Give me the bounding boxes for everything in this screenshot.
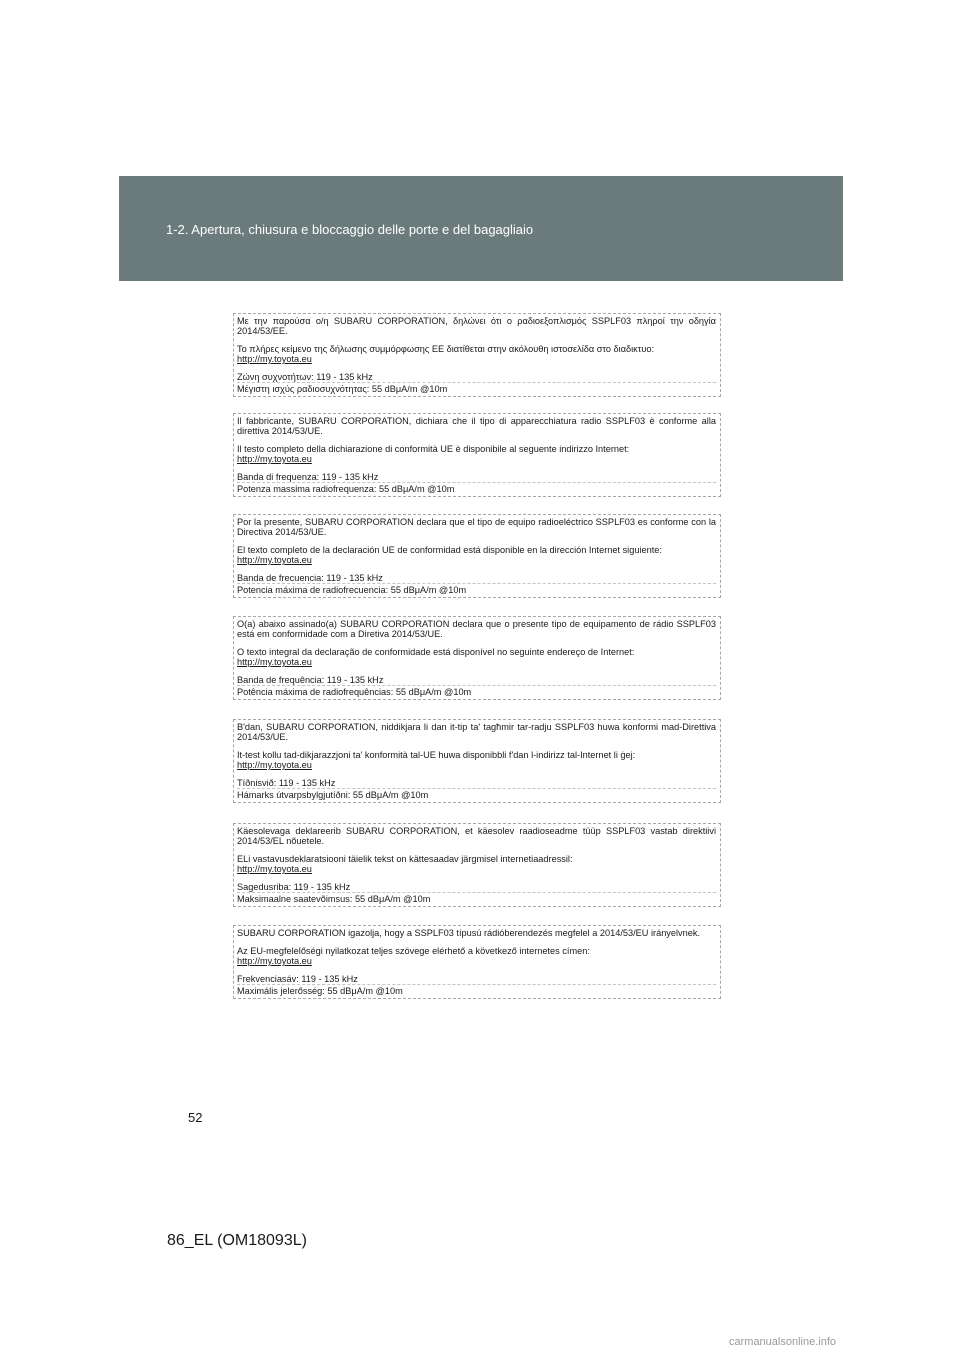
max-power: Potencia máxima de radiofrecuencia: 55 dBμA/m @10m bbox=[237, 583, 716, 595]
max-power: Hámarks útvarpsbylgjutíðni: 55 dBμA/m @10m bbox=[237, 788, 716, 800]
declaration-box-estonian bbox=[233, 823, 721, 907]
declaration-url-link[interactable]: http://my.toyota.eu bbox=[237, 354, 312, 364]
max-power: Potência máxima de radiofrequências: 55 dBμA/m @10m bbox=[237, 685, 716, 697]
declaration-url-text: O texto integral da declaração de conformidade está disponível no seguinte endereço de Internet: bbox=[237, 647, 635, 657]
declaration-url-link[interactable]: http://my.toyota.eu bbox=[237, 956, 312, 966]
declaration-statement: Il fabbricante, SUBARU CORPORATION, dichiara che il tipo di apparecchiatura radio SSPLF03 è conforme alla direttiva 2014/53/UE. bbox=[237, 416, 716, 436]
declaration-url-link[interactable]: http://my.toyota.eu bbox=[237, 454, 312, 464]
declaration-statement: O(a) abaixo assinado(a) SUBARU CORPORATION declara que o presente tipo de equipamento de rádio SSPLF03 está em conformidade com a Diretiva 2014/53/UE. bbox=[237, 619, 716, 639]
declaration-url-text: Το πλήρες κείμενο της δήλωσης συμμόρφωσης ΕΕ διατίθεται στην ακόλουθη ιστοσελίδα στο διαδικτυο: bbox=[237, 344, 655, 354]
declaration-statement: SUBARU CORPORATION igazolja, hogy a SSPLF03 típusú rádióberendezés megfelel a 2014/53/EU irányelvnek. bbox=[237, 928, 701, 938]
declaration-url-link[interactable]: http://my.toyota.eu bbox=[237, 864, 312, 874]
max-power: Μέγιστη ισχύς ραδιοσυχνότητας: 55 dBμA/m @10m bbox=[237, 382, 716, 394]
declaration-statement: B'dan, SUBARU CORPORATION, niddikjara li dan it-tip ta' tagħmir tar-radju SSPLF03 huwa konformi mad-Direttiva 2014/53/UE. bbox=[237, 722, 716, 742]
frequency-band: Banda di frequenza: 119 - 135 kHz bbox=[237, 472, 379, 482]
section-header-band bbox=[119, 176, 843, 281]
frequency-band: Sagedusriba: 119 - 135 kHz bbox=[237, 882, 351, 892]
max-power: Potenza massima radiofrequenza: 55 dBμA/m @10m bbox=[237, 482, 716, 494]
declaration-box-portuguese bbox=[233, 616, 721, 700]
declaration-url-link[interactable]: http://my.toyota.eu bbox=[237, 657, 312, 667]
frequency-band: Banda de frecuencia: 119 - 135 kHz bbox=[237, 573, 383, 583]
watermark: carmanualsonline.info bbox=[729, 1336, 837, 1348]
declaration-url-text: It-test kollu tad-dikjarazzjoni ta' konformità tal-UE huwa disponibbli f'dan l-indirizz tal-Internet li ġej: bbox=[237, 750, 636, 760]
declaration-url-text: Az EU-megfelelőségi nyilatkozat teljes szövege elérhető a következő internetes címen: bbox=[237, 946, 590, 956]
declaration-url-text: El texto completo de la declaración UE de conformidad está disponible en la dirección Internet siguiente: bbox=[237, 545, 662, 555]
document-code: 86_EL (OM18093L) bbox=[167, 1232, 307, 1249]
frequency-band: Frekvenciasáv: 119 - 135 kHz bbox=[237, 974, 358, 984]
max-power: Maximális jelerősség: 55 dBμA/m @10m bbox=[237, 984, 716, 996]
declaration-statement: Por la presente, SUBARU CORPORATION declara que el tipo de equipo radioeléctrico SSPLF03 es conforme con la Directiva 2014/53/UE. bbox=[237, 517, 716, 537]
declaration-url-text: Il testo completo della dichiarazione di conformità UE è disponibile al seguente indirizzo Internet: bbox=[237, 444, 630, 454]
declaration-url-link[interactable]: http://my.toyota.eu bbox=[237, 555, 312, 565]
declaration-url-link[interactable]: http://my.toyota.eu bbox=[237, 760, 312, 770]
page-number: 52 bbox=[188, 1110, 203, 1125]
declaration-box-maltese bbox=[233, 719, 721, 803]
declaration-box-greek bbox=[233, 313, 721, 397]
declaration-box-spanish bbox=[233, 514, 721, 598]
frequency-band: Ζώνη συχνοτήτων: 119 - 135 kHz bbox=[237, 372, 373, 382]
frequency-band: Tíðnisvið: 119 - 135 kHz bbox=[237, 778, 336, 788]
max-power: Maksimaalne saatevõimsus: 55 dBμA/m @10m bbox=[237, 892, 716, 904]
declaration-url-text: ELi vastavusdeklaratsiooni täielik tekst on kättesaadav järgmisel internetiaadressil: bbox=[237, 854, 573, 864]
declaration-box-hungarian bbox=[233, 925, 721, 999]
declaration-box-italian bbox=[233, 413, 721, 497]
section-title: 1-2. Apertura, chiusura e bloccaggio delle porte e del bagagliaio bbox=[166, 222, 534, 237]
frequency-band: Banda de frequência: 119 - 135 kHz bbox=[237, 675, 384, 685]
declaration-statement: Käesolevaga deklareerib SUBARU CORPORATION, et käesolev raadioseadme tüüp SSPLF03 vastab direktiivi 2014/53/EL nõuetele. bbox=[237, 826, 716, 846]
declaration-statement: Με την παρούσα ο/η SUBARU CORPORATION, δηλώνει ότι ο ραδιοεξοπλισμός SSPLF03 πληροί την οδηγία 2014/53/ΕΕ. bbox=[237, 316, 716, 336]
